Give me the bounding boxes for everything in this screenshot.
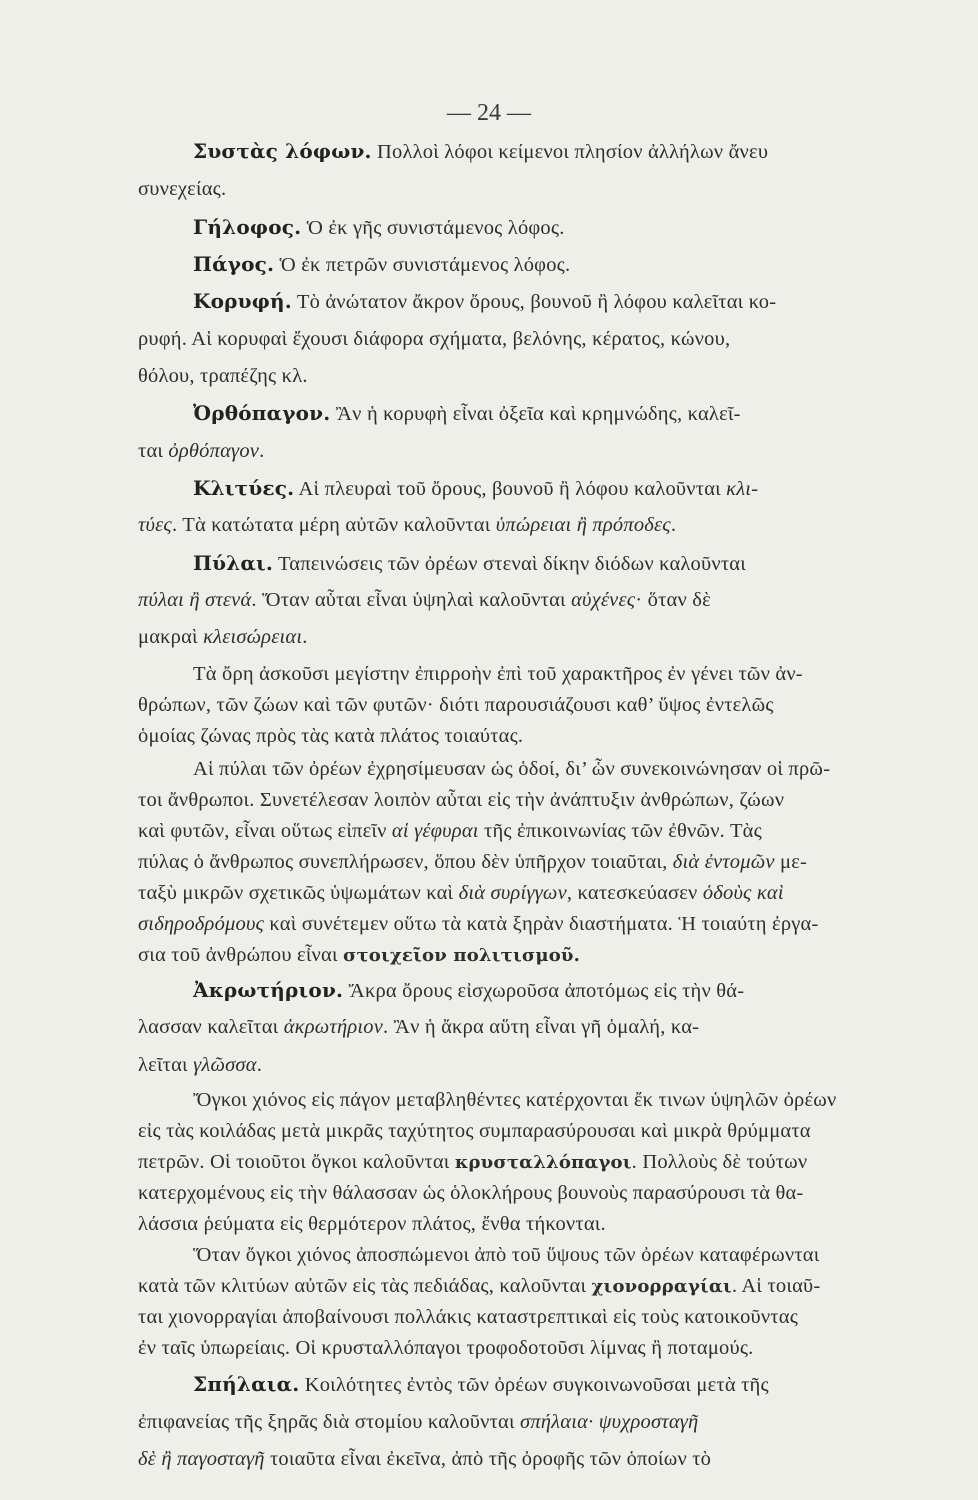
text-line — [138, 691, 908, 719]
text-line — [193, 474, 963, 503]
glossary-term: Σπήλαια. — [193, 1372, 300, 1396]
text-line — [138, 786, 908, 814]
italic-term: ὁδοὺς καὶ — [702, 882, 784, 904]
line-text: . Ἂν ἡ ἄκρα αὕτη εἶναι γῆ ὁμαλή, κα- — [383, 1016, 700, 1038]
line-text: με- — [774, 851, 808, 873]
line-text: . Τὰ κατώτατα μέρη αὐτῶν καλοῦνται — [171, 514, 496, 536]
text-line — [138, 1210, 908, 1238]
glossary-term: Κλιτύες. — [193, 476, 295, 500]
glossary-term: Κορυφή. — [193, 289, 292, 313]
text-line — [138, 511, 908, 539]
italic-term: αὐχένες — [571, 589, 636, 611]
glossary-term: Πύλαι. — [193, 551, 274, 575]
text-line — [193, 399, 963, 428]
line-text: . Αἱ τοιαῦ- — [731, 1275, 821, 1297]
text-line — [193, 1370, 963, 1399]
text-line — [138, 1148, 908, 1177]
line-text: κατερχομένους εἰς τὴν θάλασσαν ὡς ὁλοκλήρους βουνοὺς παρασύρουσι τὰ θα- — [138, 1182, 804, 1204]
line-text: ἐπιφανείας τῆς ξηρᾶς διὰ στομίου καλοῦνται — [138, 1411, 521, 1433]
glossary-term: Ὀρθόπαγον. — [193, 401, 331, 425]
page-number: — 24 — — [447, 100, 531, 126]
text-line — [138, 1179, 908, 1207]
line-text: εἰς τὰς κοιλάδας μετὰ μικρᾶς ταχύτητος συμπαρασύρουσαι καὶ μικρὰ θρύμματα — [138, 1120, 811, 1142]
line-text: ρυφή. Αἱ κορυφαὶ ἔχουσι διάφορα σχήματα, βελόνης, κέρατος, κώνου, — [138, 328, 731, 350]
text-line — [138, 1117, 908, 1145]
line-text: Τὸ ἀνώτατον ἄκρον ὄρους, βουνοῦ ἢ λόφου καλεῖται κο- — [291, 291, 777, 313]
line-text: μακραὶ — [138, 626, 204, 648]
italic-term: πύλαι ἢ στενά — [138, 589, 252, 611]
italic-term: ὑπώρειαι ἢ πρόποδες — [495, 514, 671, 536]
line-text: πύλας ὁ ἄνθρωπος συνεπλήρωσεν, ὅπου δὲν ὑπῆρχον τοιαῦται, — [138, 851, 673, 873]
glossary-term: Συστὰς λόφων. — [193, 139, 372, 163]
line-text: . — [259, 440, 265, 462]
line-text: Αἱ πλευραὶ τοῦ ὄρους, βουνοῦ ἢ λόφου καλοῦνται — [294, 478, 727, 500]
text-line — [193, 213, 963, 242]
line-text: Ταπεινώσεις τῶν ὀρέων στεναὶ δίκην διόδων καλοῦνται — [273, 553, 746, 575]
line-text: Κοιλότητες ἐντὸς τῶν ὀρέων συγκοινωνοῦσαι μετὰ τῆς — [299, 1374, 769, 1396]
line-text: . — [670, 514, 677, 536]
text-line — [193, 250, 963, 279]
line-text: λασσαν καλεῖται — [138, 1016, 284, 1038]
text-line — [193, 137, 963, 166]
text-line — [193, 755, 963, 783]
line-text: λάσσια ῥεύματα εἰς θερμότερον πλάτος, ἔνθα τήκονται. — [138, 1213, 606, 1235]
line-text: θρώπων, τῶν ζώων καὶ τῶν φυτῶν· διότι παρουσιάζουσι καθ’ ὕψος ἐντελῶς — [138, 694, 774, 716]
text-line — [193, 1086, 963, 1114]
text-line — [138, 586, 908, 614]
line-text: θόλου, τραπέζης κλ. — [138, 365, 308, 387]
text-line — [138, 623, 908, 651]
italic-term: διὰ συρίγγων — [458, 882, 567, 904]
text-line — [138, 879, 908, 907]
text-line — [138, 941, 908, 970]
text-line — [138, 1445, 908, 1473]
line-text: Αἱ πύλαι τῶν ὀρέων ἐχρησίμευσαν ὡς ὁδοί, δι’ ὧν συνεκοινώνησαν οἱ πρῶ- — [193, 758, 831, 780]
italic-term: διὰ ἐντομῶν — [672, 851, 775, 873]
text-line — [138, 722, 908, 750]
line-text: τῆς ἐπικοινωνίας τῶν ἐθνῶν. Τὰς — [478, 820, 762, 842]
bold-term: στοιχεῖον πολιτισμοῦ. — [343, 945, 581, 966]
line-text: . Πολλοὺς δὲ τούτων — [631, 1151, 808, 1173]
glossary-term: Γήλοφος. — [193, 215, 302, 239]
line-text: Πολλοὶ λόφοι κείμενοι πλησίον ἀλλήλων ἄνευ — [371, 141, 769, 163]
line-text: τοι ἄνθρωποι. Συνετέλεσαν λοιπὸν αὗται εἰς τὴν ἀνάπτυξιν ἀνθρώπων, ζώων — [138, 789, 785, 811]
line-text: ται — [138, 440, 169, 462]
text-line — [193, 549, 963, 578]
italic-term: γλῶσσα — [193, 1054, 257, 1076]
italic-term: σπήλαια· ψυχροσταγῆ — [520, 1411, 699, 1433]
line-text: ταξὺ μικρῶν σχετικῶς ὑψωμάτων καὶ — [138, 882, 459, 904]
line-text: καὶ συνέτεμεν οὕτω τὰ κατὰ ξηρὰν διαστήματα. Ἡ τοιαύτη ἐργα- — [264, 913, 819, 935]
line-text: . — [256, 1054, 263, 1076]
line-text: συνεχείας. — [138, 178, 227, 200]
line-text: λεῖται — [138, 1054, 194, 1076]
italic-term: σιδηροδρόμους — [138, 913, 265, 935]
text-line — [138, 1303, 908, 1331]
text-line — [138, 175, 908, 203]
italic-term: αἱ γέφυραι — [391, 820, 479, 842]
italic-term: κλεισώρειαι — [203, 626, 303, 648]
line-text: καὶ φυτῶν, εἶναι οὕτως εἰπεῖν — [138, 820, 392, 842]
glossary-term: Ἀκρωτήριον. — [193, 978, 344, 1002]
line-text: . Ὅταν αὗται εἶναι ὑψηλαὶ καλοῦνται — [251, 589, 572, 611]
italic-term: τύες — [138, 514, 172, 536]
line-text: Ἄκρα ὄρους εἰσχωροῦσα ἀποτόμως εἰς τὴν θά- — [343, 980, 745, 1002]
line-text: ται χιονορραγίαι ἀποβαίνουσι πολλάκις καταστρεπτικαὶ εἰς τοὺς κατοικοῦντας — [138, 1306, 799, 1328]
text-line — [138, 1334, 908, 1362]
text-line — [193, 287, 963, 316]
text-line — [138, 1051, 908, 1079]
italic-term: κλι- — [726, 478, 759, 500]
line-text: Ὄγκοι χιόνος εἰς πάγον μεταβληθέντες κατέρχονται ἔκ τινων ὑψηλῶν ὀρέων — [193, 1089, 837, 1111]
line-text: . — [302, 626, 308, 648]
line-text: Ὅταν ὄγκοι χιόνος ἀποσπώμενοι ἀπὸ τοῦ ὕψους τῶν ὀρέων καταφέρωνται — [193, 1244, 820, 1266]
text-line — [138, 325, 908, 353]
text-line — [138, 437, 908, 465]
text-line — [193, 1241, 963, 1269]
text-line — [138, 848, 908, 876]
line-text: Τὰ ὄρη ἀσκοῦσι μεγίστην ἐπιρροὴν ἐπὶ τοῦ χαρακτῆρος ἐν γένει τῶν ἀν- — [193, 663, 803, 685]
italic-term: ὀρθόπαγον — [168, 440, 260, 462]
text-line — [138, 1272, 908, 1301]
bold-term: κρυσταλλόπαγοι — [454, 1152, 632, 1173]
line-text: τοιαῦτα εἶναι ἐκεῖνα, ἀπὸ τῆς ὀροφῆς τῶν ὁποίων τὸ — [264, 1448, 712, 1470]
text-line — [138, 362, 908, 390]
text-line — [138, 1408, 908, 1436]
line-text: Ἂν ἡ κορυφὴ εἶναι ὀξεῖα καὶ κρημνώδης, καλεῖ- — [330, 403, 741, 425]
italic-term: ἀκρωτήριον — [283, 1016, 384, 1038]
line-text: ὁμοίας ζώνας πρὸς τὰς κατὰ πλάτος τοιαύτας. — [138, 725, 524, 747]
text-line — [193, 660, 963, 688]
line-text: , κατεσκεύασεν — [566, 882, 703, 904]
line-text: ἐν ταῖς ὑπωρείαις. Οἱ κρυσταλλόπαγοι τροφοδοτοῦσι λίμνας ἢ ποταμούς. — [138, 1337, 754, 1359]
line-text: κατὰ τῶν κλιτύων αὐτῶν εἰς τὰς πεδιάδας, καλοῦνται — [138, 1275, 592, 1297]
text-line — [138, 817, 908, 845]
line-text: · ὅταν δὲ — [635, 589, 711, 611]
italic-term: δὲ ἢ παγοσταγῆ — [138, 1448, 265, 1470]
line-text: Ὁ ἐκ γῆς συνιστάμενος λόφος. — [301, 217, 565, 239]
glossary-term: Πάγος. — [193, 252, 275, 276]
text-line — [138, 910, 908, 938]
line-text: πετρῶν. Οἱ τοιοῦτοι ὄγκοι καλοῦνται — [138, 1151, 455, 1173]
line-text: σια τοῦ ἀνθρώπου εἶναι — [138, 944, 343, 966]
text-line — [138, 1013, 908, 1041]
text-line — [193, 976, 963, 1005]
bold-term: χιονορραγίαι — [591, 1276, 732, 1297]
line-text: Ὁ ἐκ πετρῶν συνιστάμενος λόφος. — [274, 254, 571, 276]
